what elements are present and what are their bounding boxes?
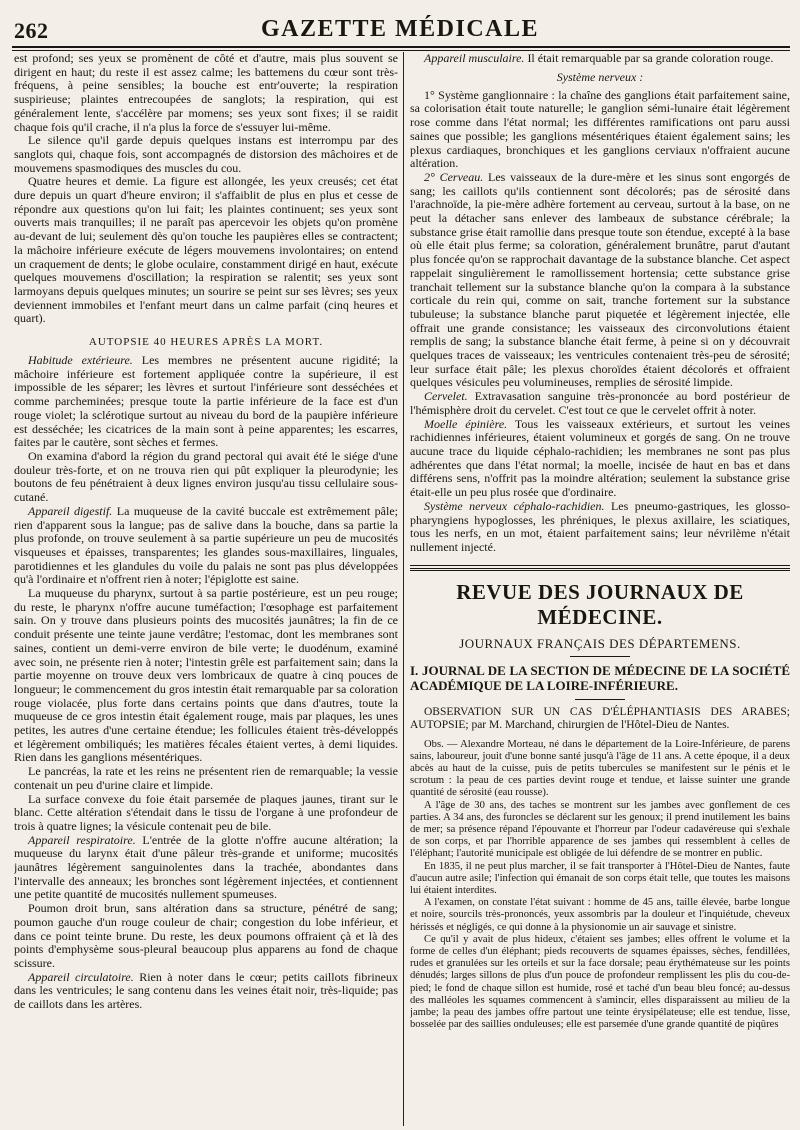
- paragraph: La muqueuse du pharynx, surtout à sa partie postérieure, est un peu rouge; du reste, le pharynx n'offre aucune tuméfaction; l'œsophage est parfaitement sain. On y trouve dans plusieurs points des mucosités jaunâtres; la fin de ce conduit présente une teinte jaune verdâtre; l'estomac, dont les membranes sont saines, contient un demi-verre environ de bile verte; le duodénum, examiné avec soin, ne présente rien à noter; l'intestin grêle est parfaitement sain; dans la partie moyenne on trouve deux vers lombricaux de quatre à cinq pouces de longueur; le commencement du gros intestin était remarquable par sa coloration rouge violacée, plus forte dans certains points que dans d'autres, toute la muqueuse de ce gros intestin était également rouge, mais par plaques, les unes petites, les autres d'une certaine étendue; les follicules étaient très-développés et légèrement ombiliqués; les matières fécales étaient vertes, à demi liquides. Rien dans les ganglions mésentériques.: [14, 586, 398, 765]
- cerveau-label: 2° Cerveau.: [424, 169, 484, 184]
- moelle-label: Moelle épinière.: [424, 416, 508, 431]
- paragraph-cerveau: [410, 171, 790, 390]
- paragraph-moelle: [410, 418, 790, 500]
- paragraph: La surface convexe du foie était parsemée de plaques jaunes, tirant sur le blanc. Cette altération s'étendait dans le tissu de l'organe à une profondeur de trois à quatre lignes; la vésicule contenait peu de bile.: [14, 791, 398, 833]
- paragraph: A l'âge de 30 ans, des taches se montrent sur les jambes avec gonflement de ces parties. A 34 ans, des furoncles se déclarent sur les genoux; il prend inutilement les bains de mer; sa présence répand l'épouvante et l'horreur par l'odeur cadavéreuse qui s'exhale de son corps, et par l'horrible apparence de ses jambes qui ressemblent à celles de l'éléphant; l'autorité municipale est obligée de lui défendre de se montrer en public.: [410, 799, 790, 860]
- cerveau-text: Les vaisseaux de la dure-mère et les sinus sont engorgés de sang; les caillots qu'ils contiennent sont décolorés; pas de sérosité dans l'arachnoïde, la pie-mère adhère fortement au cerveau, surtout à la base, on ne peut la détacher sans enlever des lambeaux de substance cérébrale; la substance grise était ramollie dans presque toute son étendue, excepté à la base où elle était plus ferme; sa coloration, généralement brunâtre, parut d'autant plus foncée qu'on se rapprochait davantage de la substance blanche. Cet aspect rappelait singulièrement le ramollissement hortensia; cette substance grise tranchait tellement sur la substance blanche qu'on la compara à la substance corticale du rein qui, comme on sait, tranche fortement sur la substance tubuleuse; la substance blanche parut piquetée et légèrement injectée, elle offrait une grande consistance; les vaisseaux des circonvolutions étaient remplis de sang; la substance blanche était ferme, à peine si on y découvrait quelques traces de vaisseaux; les ventricules contenaient très-peu de sérosité; leur surface était pâle; les plexus choroïdes étaient décolorés et offraient quelques vésicules peu volumineuses, remplies de sérosité limpide.: [410, 169, 790, 390]
- short-rule: [575, 699, 625, 700]
- paragraph-respiratoire: [14, 834, 398, 903]
- paragraph: Obs. — Alexandre Morteau, né dans le département de la Loire-Inférieure, de parens sains, laboureur, jouit d'une bonne santé jusqu'à l'âge de 11 ans. A cette époque, il a deux abcès au haut de la cuisse, puis de petits tubercules se manifestent sur le pénis et le scrotum : la peau de ces parties devint rouge et tendue, et laisse suinter une grande quantité de sérosité (eau rousse).: [410, 738, 790, 799]
- respiratoire-text: L'entrée de la glotte n'offre aucune altération; la muqueuse du larynx était d'une pâleur très-grande et uniforme; mucosités jaunâtres légèrement sanguinolentes dans la trachée, abondantes dans l'intervalle des anneaux; les bronches sont légèrement injectées, et contiennent une petite quantité de mucosités nullement spumeuses.: [14, 832, 398, 902]
- paragraph: En 1835, il ne peut plus marcher, il se fait transporter à l'Hôtel-Dieu de Nantes, faute d'aucun autre asile; l'infection qui émanait de son corps était telle, que toutes les maisons lui étaient interdites.: [410, 860, 790, 897]
- cervelet-text: Extravasation sanguine très-prononcée au bord postérieur de l'hémisphère droit du cervelet. C'est tout ce que le cervelet offrit à noter.: [410, 389, 790, 417]
- paragraph-circulatoire: [14, 971, 398, 1012]
- paragraph-ganglionnaire: [410, 89, 790, 171]
- section-subtitle: JOURNAUX FRANÇAIS DES DÉPARTEMENS.: [459, 635, 741, 651]
- habitude-text: Les membres ne présentent aucune rigidité; la mâchoire inférieure est fortement appliquée contre la supérieure, il est impossible de les séparer; les lèvres et surtout l'inférieure sont desséchées et comme parcheminées; presque toute la partie inférieure de la face est d'un rouge violet; la sclérotique surtout au niveau du bord de la paupière inférieure est desséchée; les cicatrices de la main sont à peine apparentes; les escarres, faites par le cautère, sont sèches et fermes.: [14, 353, 398, 450]
- paragraph-cephalo: [410, 500, 790, 555]
- cervelet-label: Cervelet.: [424, 389, 468, 404]
- column-divider: [403, 52, 404, 1126]
- masthead: [0, 0, 800, 48]
- autopsy-heading: AUTOPSIE 40 HEURES APRÈS LA MORT.: [88, 336, 324, 349]
- musculaire-text: Il était remarquable par sa grande coloration rouge.: [524, 52, 774, 65]
- masthead-rule: [12, 46, 790, 48]
- ganglionnaire-text: : la chaîne des ganglions était parfaitement saine, sa colorisation était toute naturelle; le ganglion sémi-lunaire était légèrement rose comme dans l'état normal; les différentes ramifications ont paru aussi saines que possible; les ganglions mésentériques étaient également sains; les plexus cardiaques, bronchiques et les ganglions cerviaux n'offraient aucune altération.: [410, 87, 790, 171]
- paragraph: A l'examen, on constate l'état suivant : homme de 45 ans, taille élevée, barbe longue et noire, sourcils très-prononcés, yeux assombris par la douleur et l'inquiétude, cheveux hérissés et négligés, ce qui donne à la physionomie un air sauvage et sinistre.: [410, 897, 790, 933]
- habitude-label: Habitude extérieure.: [28, 353, 133, 368]
- masthead-rule-thin: [12, 50, 790, 51]
- paragraph-digestif: [14, 505, 398, 587]
- paragraph-musculaire: [410, 52, 790, 66]
- paragraph: Poumon droit brun, sans altération dans sa structure, pénétré de sang; poumon gauche d'un rouge couleur de chair; congestion du lobe inférieur, et dans ce point teinte brune. Du reste, les deux poumons offraient çà et là des points d'emphysème sous-pleural beaucoup plus apparens au fond de chaque scissure.: [14, 901, 398, 970]
- paragraph: On examina d'abord la région du grand pectoral qui avait été le siége d'une douleur très-forte, et on ne trouva rien qui pût expliquer la pleurodynie; les boutons de feu pénétraient à deux lignes environ jusqu'au tissu cellulaire sous-cutané.: [14, 448, 398, 505]
- section-rule: [410, 565, 790, 566]
- ganglionnaire-label: 1° Système ganglionnaire: [424, 87, 549, 102]
- cephalo-text: Les pneumo-gastriques, les glosso-pharyngiens hypoglosses, les phréniques, le plexus axillaire, les sciatiques, tous les nerfs, en un mot, étaient parfaitement sains; leur névrilème n'était nullement injecté.: [410, 498, 790, 554]
- paragraph: Le silence qu'il garde depuis quelques instans est interrompu par des sanglots qui, chaque fois, sont accompagnés de distorsion des mâchoires et de mouvemens spasmodiques des muscles du cou.: [14, 133, 398, 175]
- paragraph: est profond; ses yeux se promènent de côté et d'autre, mais plus souvent se dirigent en haut; du reste il est assez calme; les battemens du cœur sont très-fréquens, à peine sensibles; la bouche est entr'ouverte; la respiration suspirieuse; plaintes entrecoupées de sanglots; la respiration, qui est généralement lente, s'accélère par momens; ses yeux sont fixes; il se raidit chaque fois qu'il crache, il n'a plus la force de s'essuyer lui-même.: [14, 52, 398, 134]
- journal-masthead-title: GAZETTE MÉDICALE: [260, 16, 540, 42]
- digestif-label: Appareil digestif.: [28, 503, 113, 518]
- paragraph: Quatre heures et demie. La figure est allongée, les yeux creusés; cet état dure depuis un quart d'heure environ; il s'affaiblit de plus en plus et cesse de répondre aux questions qu'on lui fait; les plaintes continuent; ses yeux sont ouverts mais tranquilles; il ne paraît pas apercevoir les objets qu'on promène au-devant de lui; seulement dès qu'on touche les paupières elles se contractent; la mâchoire inférieure exécute de légers mouvemens involontaires; on entend un craquement de dents; le globe oculaire, constamment dirigé en haut, exécute quelques mouvemens d'oscillation; la respiration se ralentit; ses yeux sont larmoyans depuis quelques minutes; un sourire se peint sur ses lèvres; ses yeux deviennent immobiles et l'enfant meurt dans un calme parfait (cinq heures et quart).: [14, 174, 398, 326]
- section-double-rule: [410, 568, 790, 572]
- musculaire-label: Appareil musculaire.: [424, 52, 525, 65]
- journal-title: I. JOURNAL DE LA SECTION DE MÉDECINE DE LA SOCIÉTÉ ACADÉMIQUE DE LA LOIRE-INFÉRIEURE.: [410, 662, 790, 693]
- nervous-system-heading: Système nerveux :: [556, 69, 644, 84]
- paragraph-habitude: [14, 354, 398, 450]
- digestif-text: La muqueuse de la cavité buccale est extrêmement pâle; rien d'apparent sous la langue; pas de salive dans la bouche, dans sa partie la plus profonde, on trouve seulement à sa partie supérieure un peu de mucosités visqueuses et épaisses, transparentes; les glandes sous-maxillaires, linguales, parotidiennes et les glandules du voile du palais ne sont pas plus développées qu'à l'ordinaire et n'offrent rien à noter; l'épiglotte est saine.: [14, 503, 398, 587]
- short-rule: [570, 656, 630, 657]
- paragraph: Le pancréas, la rate et les reins ne présentent rien de remarquable; la vessie contenait un peu d'urine claire et limpide.: [14, 764, 398, 792]
- page-number: 262: [14, 18, 49, 43]
- observation-heading: OBSERVATION SUR UN CAS D'ÉLÉPHANTIASIS DES ARABES; AUTOPSIE; par M. Marchand, chirurgien de l'Hôtel-Dieu de Nantes.: [410, 705, 790, 732]
- cephalo-label: Système nerveux céphalo-rachidien.: [424, 498, 605, 513]
- respiratoire-label: Appareil respiratoire.: [28, 832, 136, 847]
- paragraph: Ce qu'il y avait de plus hideux, c'étaient ses jambes; elles offrent le volume et la forme de celles d'un éléphant; pieds recouverts de squames épaisses, sèches, fendillées, rudes et granulées sur les orteils et sur la face dorsale; peau érythémateuse sur les points dénudés; larges sillons de plus d'un pouce de profondeur remplissent les plis du cou-de-pied; le fond de chaque sillon est humide, rosé et taché d'un beau bleu foncé; au-dessus des malléoles les squames commencent à s'amincir, elles disparaissent au milieu de la jambe; la peau des jambes offre partout une teinte érysipélateuse; elle est tendue, lisse, bosselée par des saillies onduleuses; elle est parsemée d'une grande quantité de piqûres: [410, 933, 790, 1031]
- section-title: REVUE DES JOURNAUX DE MÉDECINE.: [456, 579, 744, 629]
- left-column: [14, 52, 398, 1126]
- circulatoire-label: Appareil circulatoire.: [28, 969, 134, 984]
- paragraph-cervelet: [410, 390, 790, 417]
- right-column: [410, 52, 790, 1126]
- circulatoire-text: Rien à noter dans le cœur; petits caillots fibrineux dans les ventricules; le sang contenu dans les veines était noir, très-liquide; pas de caillots dans les artères.: [14, 969, 398, 1012]
- moelle-text: Tous les vaisseaux extérieurs, et surtout les veines rachidiennes inférieures, étaient volumineux et gorgés de sang. On ne trouve aucune trace du liquide céphalo-rachidien; les membranes ne sont pas plus adhérentes que dans l'état normal; la moelle, incisée de haut en bas et dans différens sens, n'offrit pas la moindre altération; seulement la substance grise était-elle un peu plus rosée que d'ordinaire.: [410, 416, 790, 500]
